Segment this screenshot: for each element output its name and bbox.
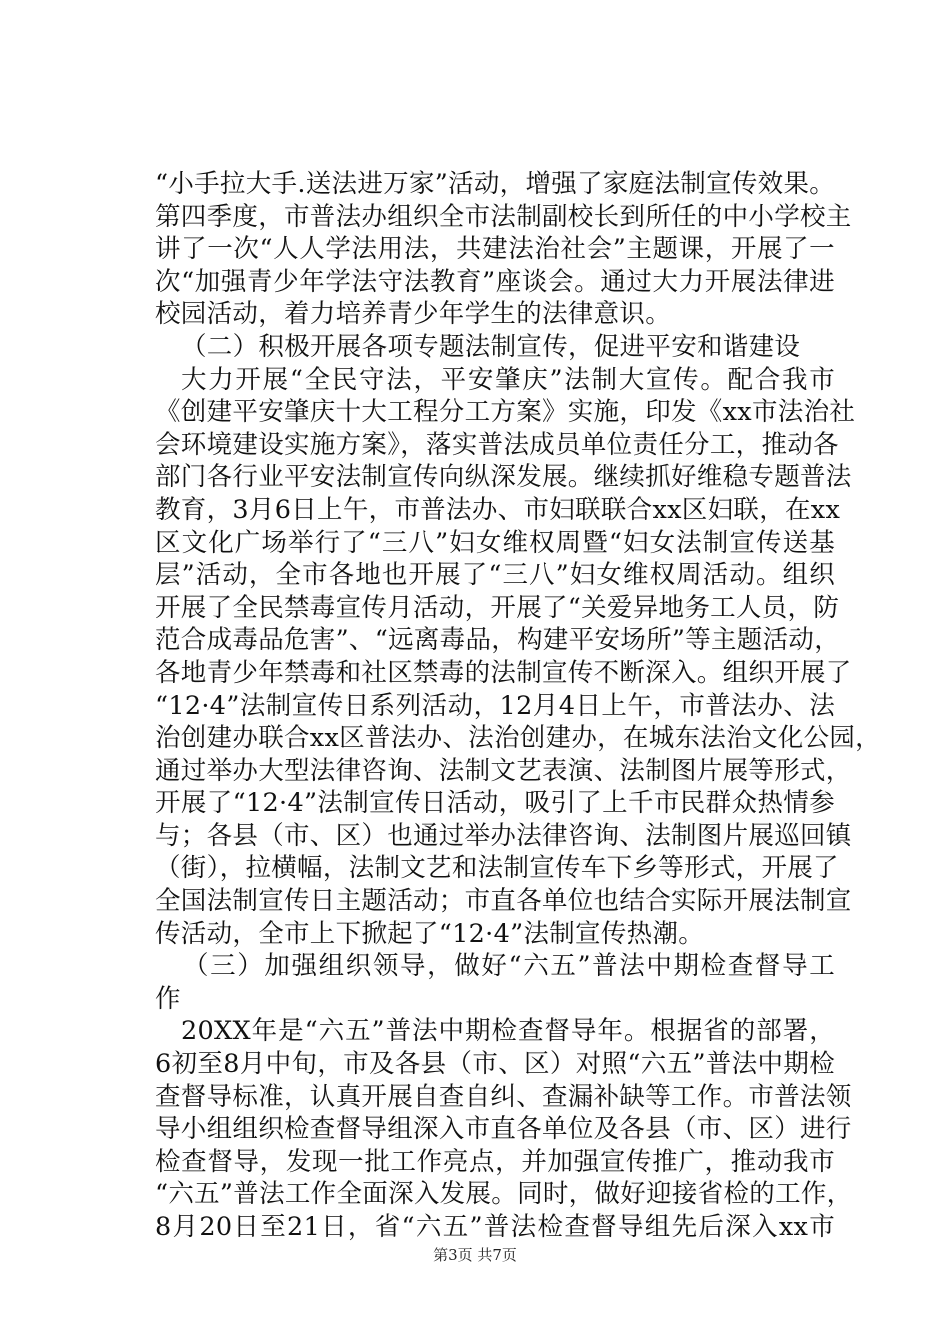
text-line: “六五”普法工作全面深入发展。同时，做好迎接省检的工作， <box>155 1179 853 1210</box>
text-line: 讲了一次“人人学法用法，共建法治社会”主题课，开展了一 <box>155 234 835 265</box>
text-line: 次“加强青少年学法守法教育”座谈会。通过大力开展法律进 <box>155 266 835 297</box>
text-line: 大力开展“全民守法，平安肇庆”法制大宣传。配合我市 <box>181 364 835 395</box>
section-heading-continued: 作 <box>155 983 181 1014</box>
section-heading: （二）积极开展各项专题法制宣传，促进平安和谐建设 <box>181 331 801 362</box>
text-line: 导小组组织检查督导组深入市直各单位及各县（市、区）进行 <box>155 1114 852 1145</box>
text-line: 会环境建设实施方案》，落实普法成员单位责任分工，推动各 <box>155 429 839 460</box>
section-heading: （三）加强组织领导，做好“六五”普法中期检查督导工 <box>183 951 835 982</box>
text-line: 8月20日至21日，省“六五”普法检查督导组先后深入xx市 <box>155 1212 835 1242</box>
text-line: 各地青少年禁毒和社区禁毒的法制宣传不断深入。组织开展了 <box>155 657 852 688</box>
text-line: 与；各县（市、区）也通过举办法律咨询、法制图片展巡回镇 <box>155 820 852 851</box>
text-line: 范合成毒品危害”、“远离毒品，构建平安场所”等主题活动， <box>155 625 841 656</box>
text-line: 传活动，全市上下掀起了“12·4”法制宣传热潮。 <box>155 918 705 949</box>
text-line: 通过举办大型法律咨询、法制文艺表演、法制图片展等形式， <box>155 755 852 786</box>
text-line: 校园活动，着力培养青少年学生的法律意识。 <box>155 299 672 330</box>
text-line: 查督导标准，认真开展自查自纠、查漏补缺等工作。市普法领 <box>155 1081 852 1112</box>
text-line: 全国法制宣传日主题活动；市直各单位也结合实际开展法制宣 <box>155 886 852 917</box>
text-line: 部门各行业平安法制宣传向纵深发展。继续抓好维稳专题普法 <box>155 462 852 493</box>
text-line: 第四季度，市普法办组织全市法制副校长到所任的中小学校主 <box>155 201 852 232</box>
text-line: 治创建办联合xx区普法办、法治创建办，在城东法治文化公园， <box>155 723 881 754</box>
text-line: 检查督导，发现一批工作亮点，并加强宣传推广，推动我市 <box>155 1146 835 1177</box>
text-line: 教育，3月6日上午，市普法办、市妇联联合xx区妇联，在xx <box>155 494 841 525</box>
text-line: “小手拉大手.送法进万家”活动，增强了家庭法制宣传效果。 <box>155 169 836 199</box>
text-line: （街），拉横幅，法制文艺和法制宣传车下乡等形式，开展了 <box>155 853 839 884</box>
text-line: 开展了“12·4”法制宣传日活动，吸引了上千市民群众热情参 <box>155 788 835 819</box>
text-line: “12·4”法制宣传日系列活动，12月4日上午，市普法办、法 <box>155 690 835 721</box>
page-footer: 第3页 共7页 <box>433 1246 517 1264</box>
text-line: 开展了全民禁毒宣传月活动，开展了“关爱异地务工人员，防 <box>155 592 840 623</box>
text-line: 区文化广场举行了“三八”妇女维权周暨“妇女法制宣传送基 <box>155 527 835 558</box>
text-line: 层”活动，全市各地也开展了“三八”妇女维权周活动。组织 <box>155 560 835 591</box>
document-body <box>155 168 881 1244</box>
text-line: 《创建平安肇庆十大工程分工方案》实施，印发《xx市法治社 <box>155 397 856 428</box>
text-line: 6初至8月中旬，市及各县（市、区）对照“六五”普法中期检 <box>155 1049 835 1080</box>
text-line: 20XX年是“六五”普法中期检查督导年。根据省的部署， <box>181 1016 835 1047</box>
